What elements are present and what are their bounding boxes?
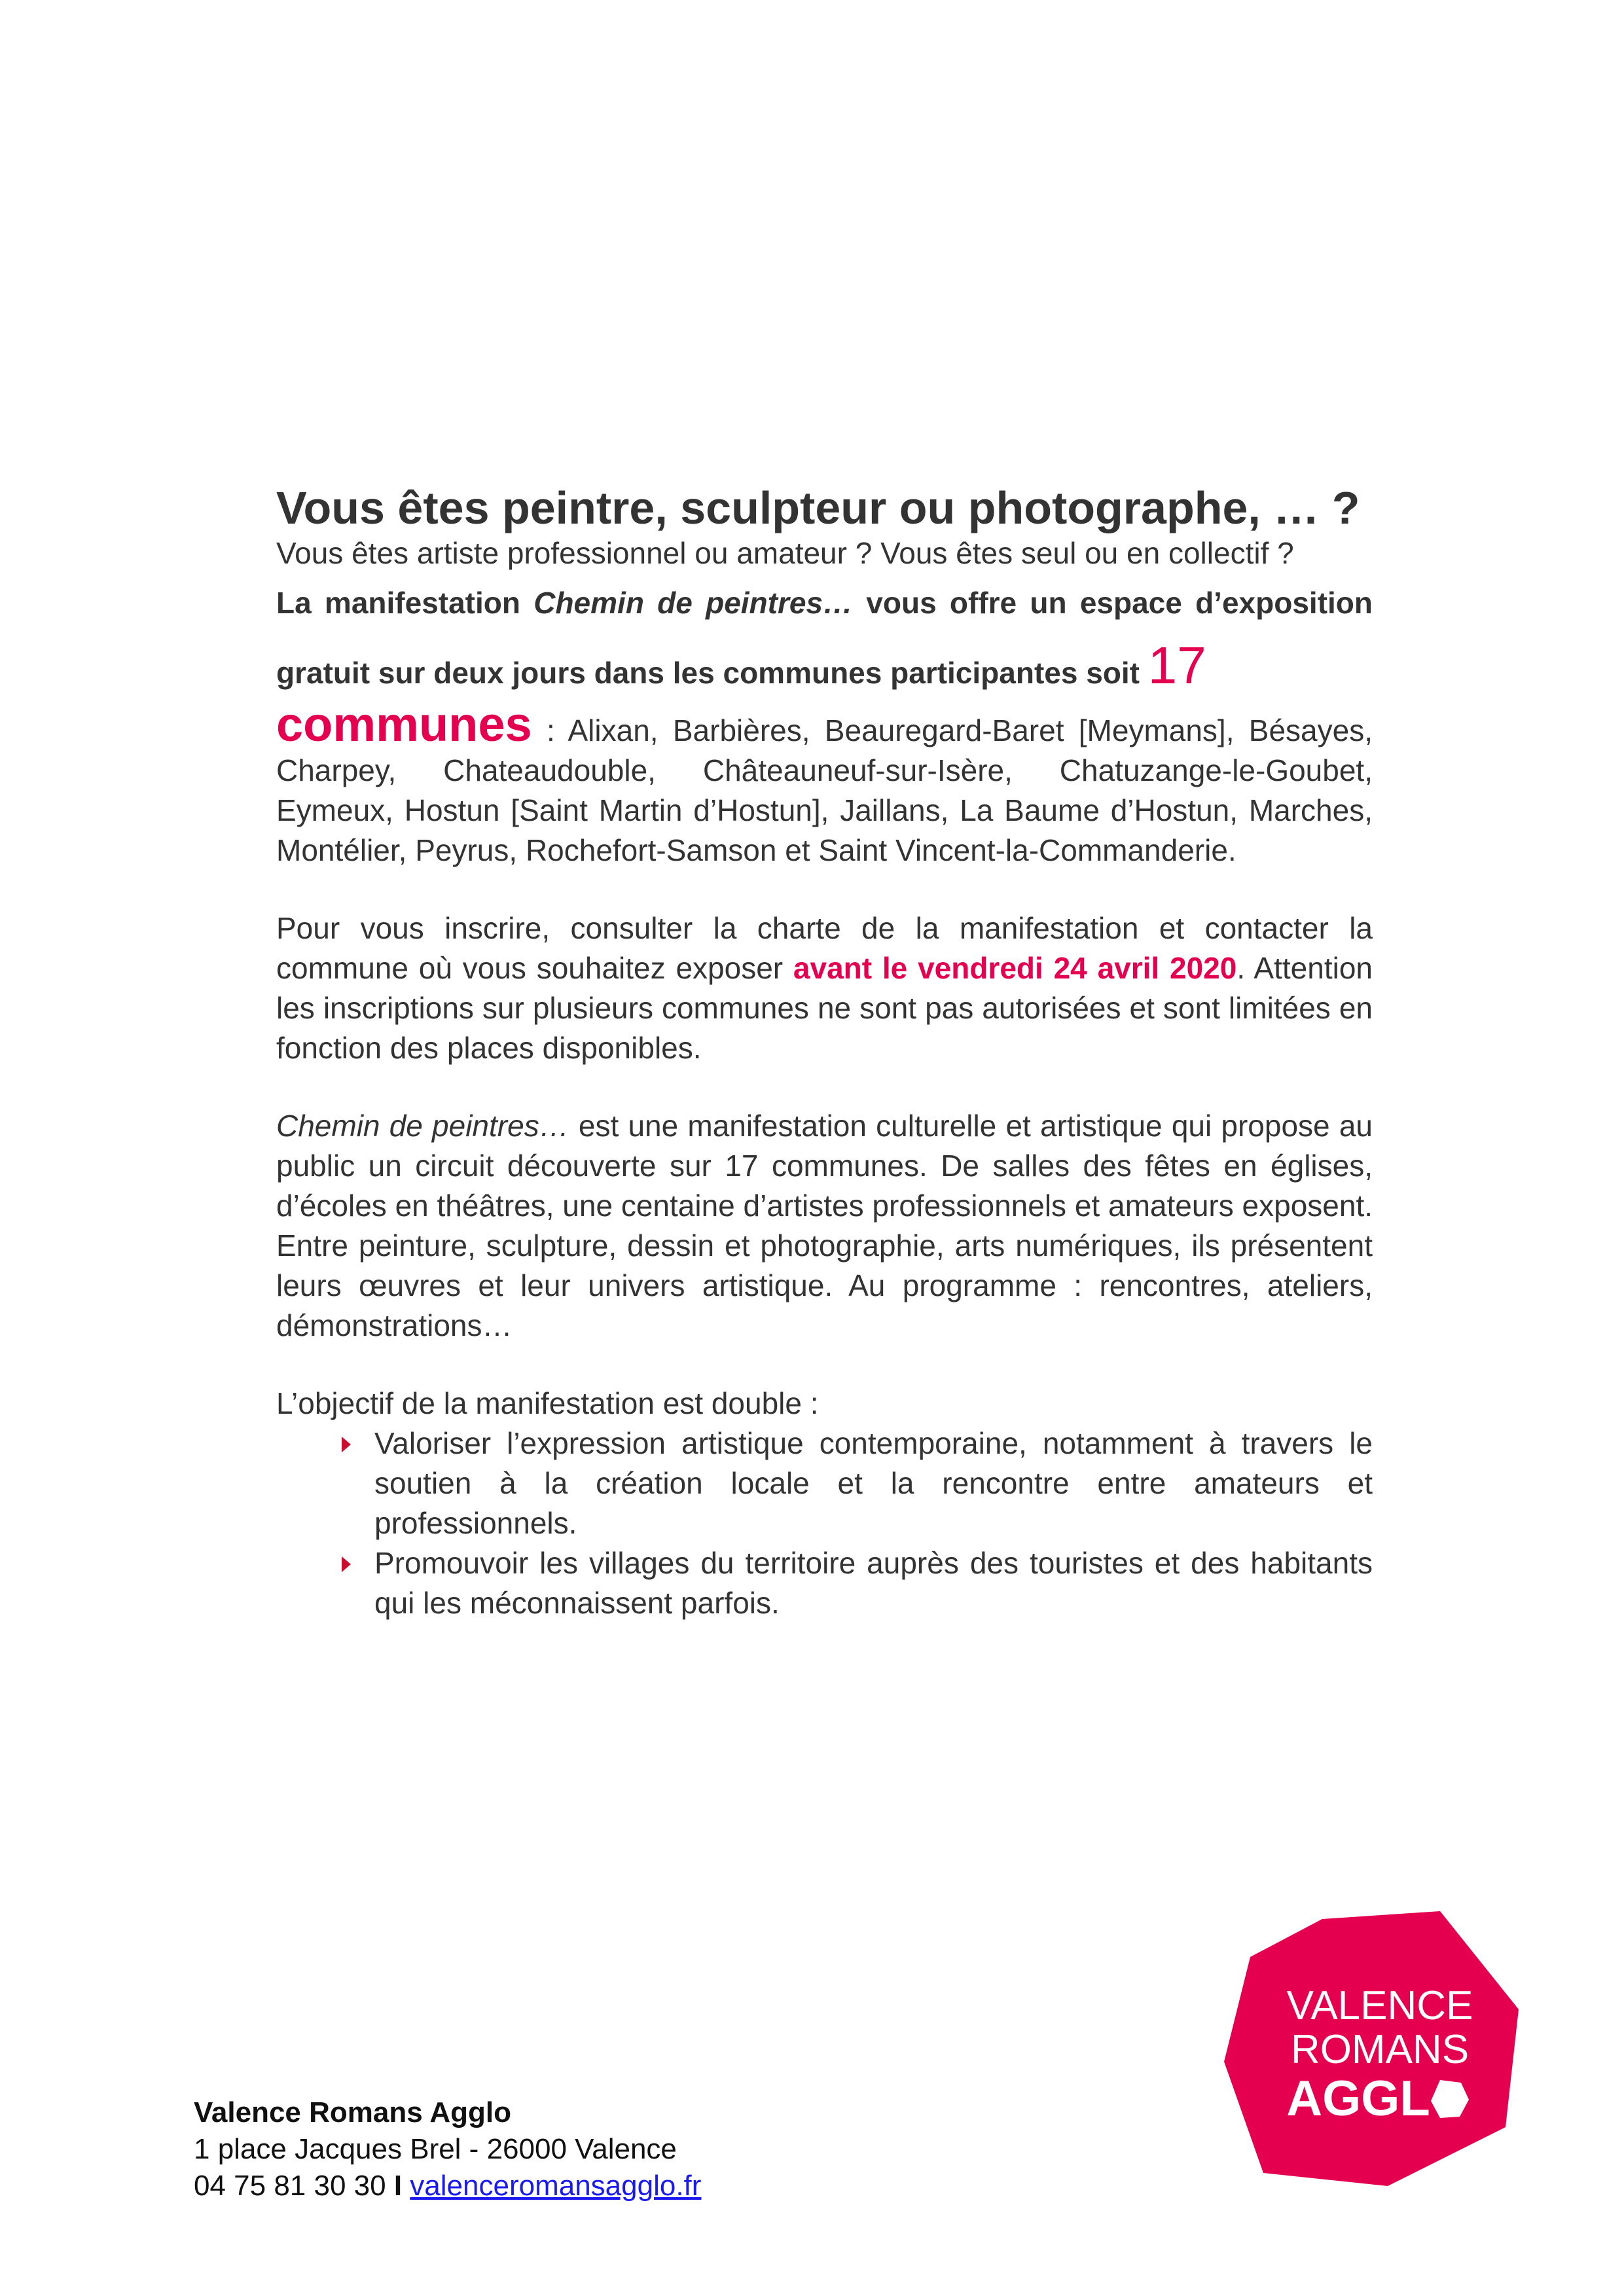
valence-romans-agglo-logo	[1224, 1911, 1525, 2193]
footer-org: Valence Romans Agglo	[194, 2096, 511, 2128]
footer-address: 1 place Jacques Brel - 26000 Valence	[194, 2133, 677, 2165]
description-text: est une manifestation culturelle et artistique qui propose au public un circuit découverte sur 17 communes. De salles des fêtes en églises, d’écoles en théâtres, une centaine d’artistes professionnels et amateurs exposent. Entre peinture, sculpture, dessin et photographie, arts numériques, ils présentent leurs œuvres et leur univers artistique. Au programme : rencontres, ateliers, démonstrations…	[276, 1109, 1373, 1342]
bullet-arrow-icon	[342, 1437, 351, 1452]
footer-phone: 04 75 81 30 30	[194, 2170, 386, 2202]
registration-paragraph	[276, 908, 1373, 1068]
footer-contact	[194, 2094, 701, 2204]
page-title: Vous êtes peintre, sculpteur ou photographe, … ?	[276, 482, 1360, 533]
logo-line-2: ROMANS	[1290, 2027, 1470, 2072]
main-content	[276, 481, 1373, 1623]
communes-paragraph	[276, 697, 1373, 870]
objectives-intro: L’objectif de la manifestation est double :	[276, 1386, 819, 1420]
description-event-name: Chemin de peintres…	[276, 1109, 569, 1143]
objective-text: Promouvoir les villages du territoire auprès des touristes et des habitants qui les méconnaissent parfois.	[374, 1546, 1373, 1620]
footer-separator: I	[386, 2170, 410, 2202]
communes-word: communes	[276, 697, 532, 751]
intro-text-2: vous offre un espace d’exposition gratuit sur deux jours dans les communes participantes soit	[276, 586, 1373, 690]
description-paragraph	[276, 1106, 1373, 1346]
footer-website-link[interactable]: valenceromansagglo.fr	[410, 2170, 702, 2202]
registration-text-2: . Attention les inscriptions sur plusieurs communes ne sont pas autorisées et sont limitées en fonction des places disponibles.	[276, 951, 1373, 1065]
logo-line-3: AGGL	[1286, 2071, 1430, 2126]
communes-list: : Alixan, Barbières, Beauregard-Baret [Meymans], Bésayes, Charpey, Chateaudouble, Châteauneuf-sur-Isère, Chatuzange-le-Goubet, Eymeux, Hostun [Saint Martin d’Hostun], Jaillans, La Baume d’Hostun, Marches, Montélier, Peyrus, Rochefort-Samson et Saint Vincent-la-Commanderie.	[276, 713, 1373, 867]
objective-text: Valoriser l’expression artistique contemporaine, notamment à travers le soutien à la création locale et la rencontre entre amateurs et professionnels.	[374, 1426, 1373, 1540]
list-item	[342, 1424, 1373, 1543]
registration-text-1: Pour vous inscrire, consulter la charte de la manifestation et contacter la commune où vous souhaitez exposer	[276, 911, 1373, 985]
footer-contact-line	[194, 2168, 701, 2204]
intro-paragraph	[276, 571, 1373, 704]
event-name: Chemin de peintres…	[533, 586, 854, 620]
communes-count: 17	[1147, 636, 1206, 694]
list-item	[342, 1543, 1373, 1623]
registration-deadline: avant le vendredi 24 avril 2020	[793, 951, 1237, 985]
intro-text-1: La manifestation	[276, 586, 534, 620]
page-subtitle: Vous êtes artiste professionnel ou amateur ? Vous êtes seul ou en collectif ?	[276, 536, 1294, 570]
bullet-arrow-icon	[342, 1556, 351, 1572]
objectives-list	[276, 1424, 1373, 1623]
logo-line-1: VALENCE	[1286, 1983, 1473, 2028]
